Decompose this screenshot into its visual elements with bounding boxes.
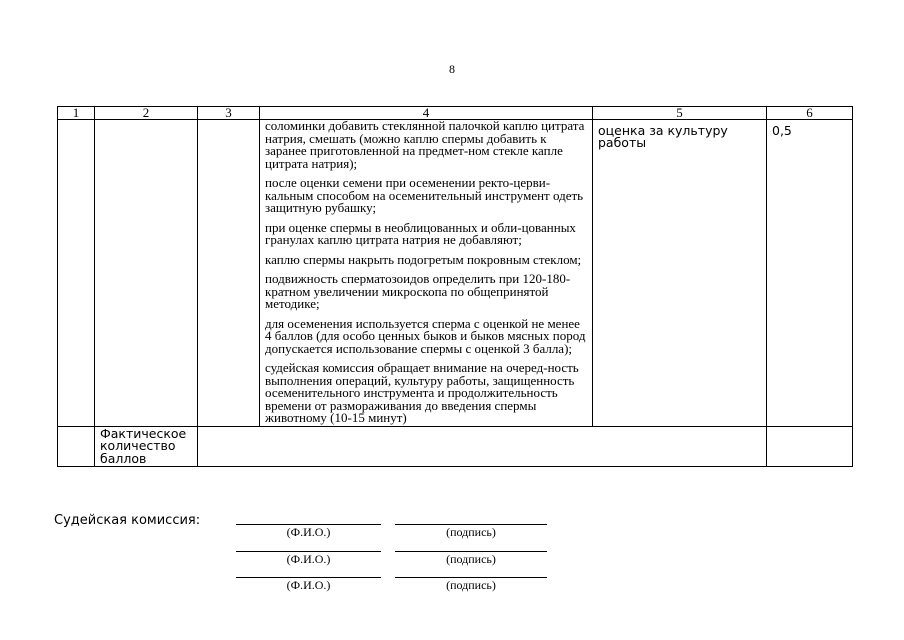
header-cell-5: 5 — [593, 107, 767, 120]
total-row — [58, 426, 853, 467]
cell-col1 — [58, 120, 95, 427]
procedure-paragraph: при оценке спермы в необлицованных и обли-цованных гранулах каплю цитрата натрия не добавляют; — [265, 219, 576, 247]
name-caption: (Ф.И.О.) — [286, 525, 331, 539]
total-cell-col1 — [58, 426, 95, 467]
cell-col2 — [95, 120, 198, 427]
name-caption: (Ф.И.О.) — [286, 552, 331, 566]
header-cell-2: 2 — [95, 107, 198, 120]
cell-score: 0,5 — [767, 120, 853, 427]
header-cell-3: 3 — [198, 107, 260, 120]
procedure-paragraph: соломинки добавить стеклянной палочкой каплю цитрата натрия, смешать (можно каплю спермы добавить к заранее приготовленной на предмет-ном стекле капле цитрата натрия); — [265, 118, 585, 171]
commission-label: Судейская комиссия: — [54, 513, 201, 528]
cell-col3 — [198, 120, 260, 427]
cell-procedure-text — [260, 120, 593, 427]
total-label: Фактическое количество баллов — [95, 426, 198, 467]
procedure-paragraph: для осеменения используется сперма с оценкой не менее 4 баллов (для особо ценных быков и быков мясных пород допускается использование спермы с оценкой 3 балла); — [265, 315, 586, 356]
cell-criterion: оценка за культуру работы — [593, 120, 767, 427]
signature-caption: (подпись) — [446, 578, 496, 592]
page-number: 8 — [449, 62, 455, 76]
procedure-paragraph: подвижность сперматозоидов определить при 120-180-кратном увеличении микроскопа по общепринятой методике; — [265, 271, 571, 311]
procedure-paragraph: после оценки семени при осеменении ректо-церви-кальным способом на осеменительный инструмент одеть защитную рубашку; — [265, 175, 584, 215]
header-cell-6: 6 — [767, 107, 853, 120]
signature-caption: (подпись) — [446, 525, 496, 539]
header-cell-4: 4 — [260, 107, 593, 120]
signature-caption: (подпись) — [446, 552, 496, 566]
name-caption: (Ф.И.О.) — [286, 578, 331, 592]
total-cell-merged — [198, 426, 767, 467]
procedure-paragraph: судейская комиссия обращает внимание на очеред-ность выполнения операций, культуру работы, защищенность осеменительного инструмента и продолжительность времени от размораживания до введения спермы животному (10-15 минут) — [265, 360, 579, 425]
header-cell-1: 1 — [58, 107, 95, 120]
total-cell-score — [767, 426, 853, 467]
procedure-paragraph: каплю спермы накрыть подогретым покровным стеклом; — [265, 251, 582, 267]
criteria-table — [57, 106, 853, 467]
table-row — [58, 120, 853, 427]
